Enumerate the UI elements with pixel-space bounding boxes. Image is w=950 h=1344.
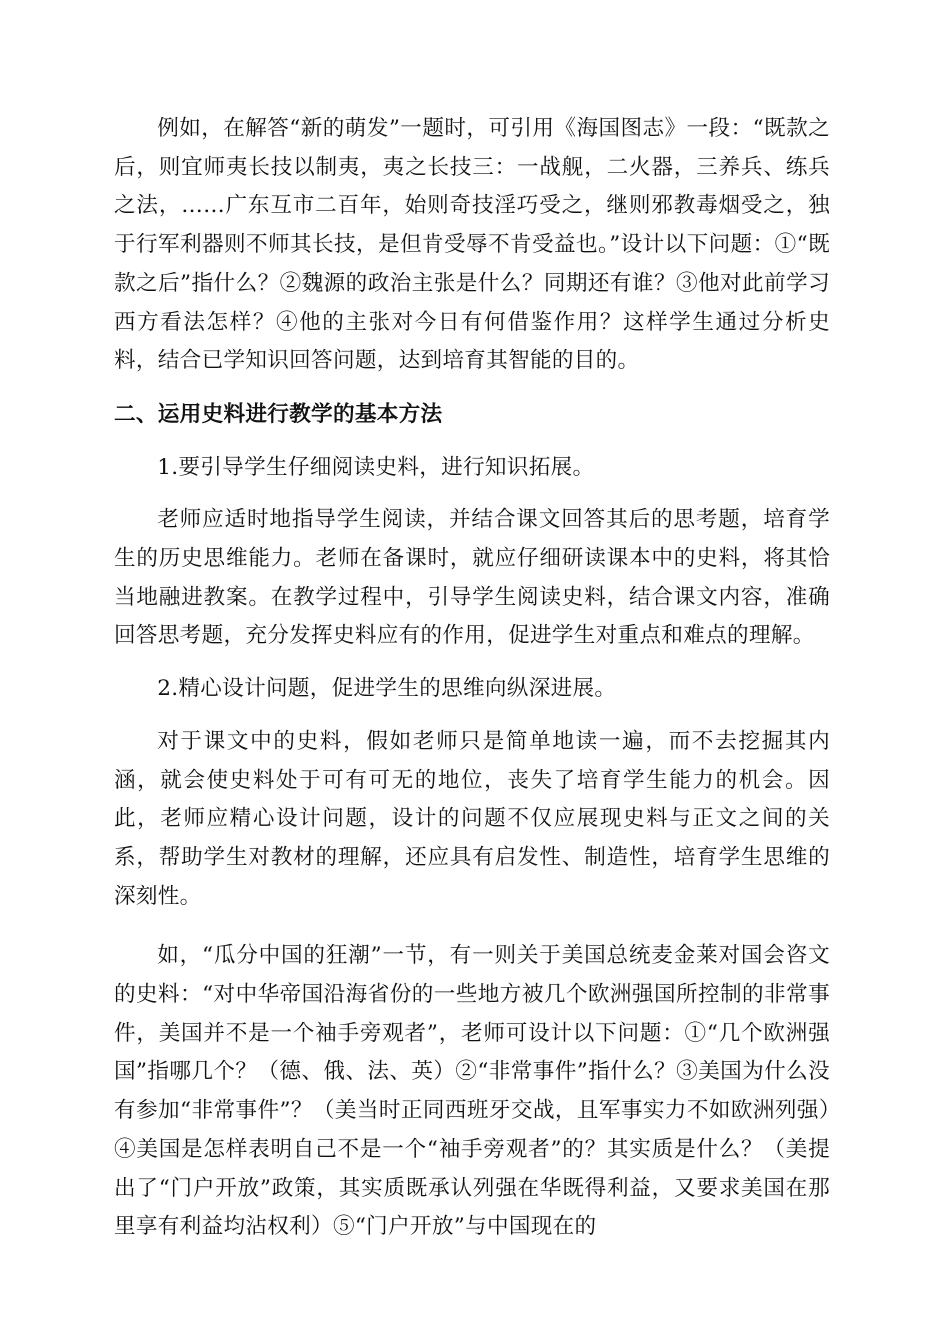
document-page bbox=[114, 110, 830, 1247]
paragraph-question-design: 对于课文中的史料，假如老师只是简单地读一遍，而不去挖掘其内涵，就会使史料处于可有可无的地位，丧失了培育学生能力的机会。因此，老师应精心设计问题，设计的问题不仅应展现史料与正文之间的关系，帮助学生对教材的理解，还应具有启发性、制造性，培育学生思维的深刻性。 bbox=[114, 728, 830, 909]
paragraph-guided-reading: 老师应适时地指导学生阅读，并结合课文回答其后的思考题，培育学生的历史思维能力。老师在备课时，就应仔细研读课本中的史料，将其恰当地融进教案。在教学过程中，引导学生阅读史料，结合课文内容，准确回答思考题，充分发挥史料应有的作用，促进学生对重点和难点的理解。 bbox=[114, 507, 830, 649]
method-item-1: 1.要引导学生仔细阅读史料，进行知识拓展。 bbox=[157, 454, 595, 480]
method-item-2: 2.精心设计问题，促进学生的思维向纵深进展。 bbox=[157, 676, 617, 702]
paragraph-mckinley-example: 如，“瓜分中国的狂潮”一节，有一则关于美国总统麦金莱对国会咨文的史料：“对中华帝国沿海省份的一些地方被几个欧洲强国所控制的非常事件，美国并不是一个袖手旁观者”，老师可设计以下问题：①“几个欧洲强国”指哪几个？（德、俄、法、英）②“非常事件”指什么？③美国为什么没有参加“非常事件”？（美当时正同西班牙交战，且军事实力不如欧洲列强）④美国是怎样表明自己不是一个“袖手旁观者”的？其实质是什么？（美提出了“门户开放”政策，其实质既承认列强在华既得利益，又要求美国在那里享有利益均沾权利）⑤“门户开放”与中国现在的 bbox=[114, 943, 830, 1240]
paragraph-haiguo-tuzhi-example: 例如，在解答“新的萌发”一题时，可引用《海国图志》一段：“既款之后，则宜师夷长技以制夷，夷之长技三：一战舰，二火器，三养兵、练兵之法，……广东互市二百年，始则奇技淫巧受之，继则邪教毒烟受之，独于行军利器则不师其长技，是但肯受辱不肯受益也。”设计以下问题：①“既款之后”指什么？②魏源的政治主张是什么？同期还有谁？③他对此前学习西方看法怎样？④他的主张对今日有何借鉴作用？这样学生通过分析史料，结合已学知识回答问题，达到培育其智能的目的。 bbox=[114, 116, 830, 374]
section-heading: 二、运用史料进行教学的基本方法 bbox=[114, 401, 443, 427]
